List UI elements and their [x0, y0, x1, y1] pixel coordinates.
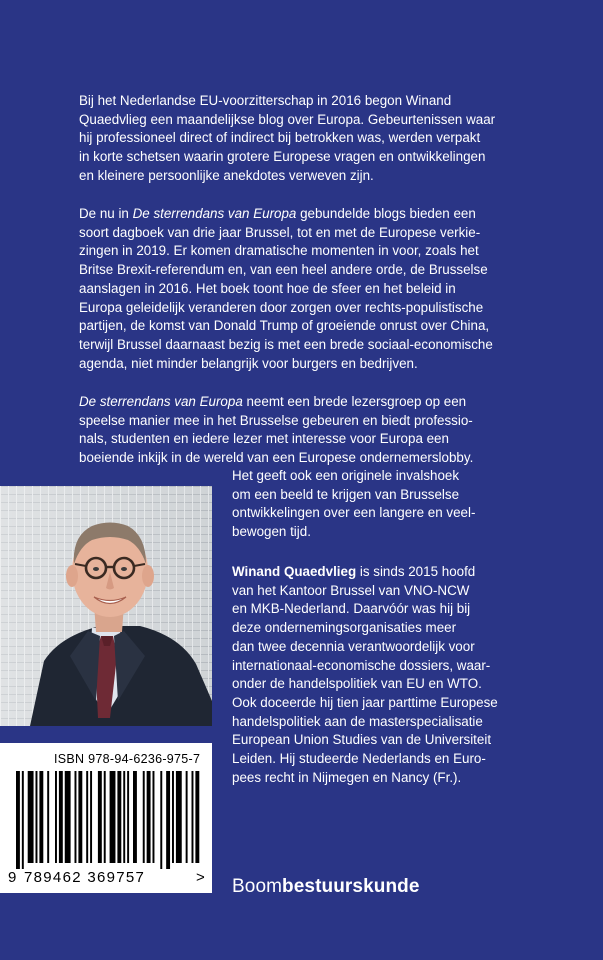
text-line: in korte schetsen waarin grotere Europese vragen en ontwikkelingen — [79, 149, 486, 165]
text-line: aanslagen in 2016. Het boek toont hoe de sfeer en het beleid in — [79, 280, 456, 296]
text-line — [79, 205, 539, 224]
barcode-bar — [127, 771, 129, 863]
text-line: handelspolitiek aan de masterspecialisatie — [232, 713, 483, 729]
blurb-paragraph-3 — [79, 393, 539, 468]
barcode-bar — [104, 771, 106, 863]
text-line: European Union Studies van de Universiteit — [232, 732, 492, 748]
isbn-number: ISBN 978-94-6236-975-7 — [54, 752, 201, 766]
text-segment: is sinds 2015 hoofd — [356, 564, 476, 579]
barcode-bar — [98, 771, 102, 863]
text-line: agenda, niet minder belangrijk voor burgers en bedrijven. — [79, 355, 418, 371]
text-line: om een beeld te krijgen van Brusselse — [232, 486, 460, 502]
barcode-bar — [160, 771, 162, 869]
text-line: Bij het Nederlandse EU-voorzitterschap in 2016 begon Winand — [79, 93, 452, 108]
text-line: soort dagboek van drie jaar Brussel, tot en met de Europese verkie- — [79, 224, 481, 240]
text-line: hij professioneel direct of indirect bij betrokken was, werden verpakt — [79, 130, 481, 146]
publisher-name-light: Boom — [232, 876, 283, 897]
barcode-bar — [16, 771, 20, 869]
text-line: Britse Brexit-referendum en, van een heel andere orde, de Brusselse — [79, 262, 488, 278]
text-line: deze ondernemingsorganisaties meer — [232, 620, 457, 636]
blurb-paragraph-4 — [232, 467, 562, 542]
text-line: zingen in 2019. Er komen dramatische momenten in voor, zoals het — [79, 243, 479, 259]
barcode-bar — [176, 771, 182, 863]
barcode-bar — [195, 771, 199, 863]
barcode-digits: 789462 369757 — [24, 869, 146, 886]
barcode-bar — [59, 771, 63, 863]
text-line: internationaal-economische dossiers, waar- — [232, 657, 491, 673]
text-segment: gebundelde blogs bieden een — [296, 206, 476, 221]
text-line: bewogen tijd. — [232, 524, 311, 540]
text-line — [232, 563, 562, 582]
text-line: Leiden. Hij studeerde Nederlands en Euro- — [232, 751, 486, 767]
barcode-bar — [172, 771, 174, 863]
text-line: onder de handelspolitiek van EU en WTO. — [232, 676, 482, 692]
barcode-bar — [143, 771, 145, 863]
barcode-bar — [36, 771, 38, 863]
barcode-bar — [133, 771, 137, 863]
author-name: Winand Quaedvlieg — [232, 564, 357, 579]
barcode-bars — [0, 771, 212, 871]
barcode-bar — [166, 771, 170, 869]
barcode-bar — [55, 771, 57, 863]
barcode-bar — [153, 771, 155, 863]
text-line: pees recht in Nijmegen en Nancy (Fr.). — [232, 769, 462, 785]
isbn-barcode — [0, 743, 212, 893]
book-title-italic: De sterrendans van Europa — [132, 206, 297, 221]
barcode-bar — [110, 771, 116, 863]
barcode-bar — [78, 771, 82, 863]
barcode-digit-first: 9 — [8, 869, 17, 886]
barcode-bar — [65, 771, 71, 863]
barcode-bar — [147, 771, 151, 863]
text-line: terwijl Brussel daarnaast bezig is met een brede sociaal-economische — [79, 336, 493, 352]
text-line: en kleinere persoonlijke anekdotes verweven zijn. — [79, 167, 374, 183]
text-line — [79, 393, 539, 412]
barcode-bar — [22, 771, 24, 869]
barcode-bar — [75, 771, 77, 863]
author-portrait-illustration — [0, 486, 212, 726]
barcode-bar — [186, 771, 188, 863]
text-line: ontwikkelingen over een langere en veel- — [232, 505, 476, 521]
text-segment: De nu in — [79, 206, 133, 221]
publisher-logo — [232, 876, 420, 898]
book-title-italic: De sterrendans van Europa — [79, 394, 243, 409]
text-line: partijen, de komst van Donald Trump of groeiende onrust over China, — [79, 318, 490, 334]
text-line: Quaedvlieg een maandelijkse blog over Europa. Gebeurtenissen waar — [79, 111, 496, 127]
text-line: Europa geleidelijk veranderen door zorgen over rechts-populistische — [79, 299, 484, 315]
publisher-name-bold: bestuurskunde — [282, 876, 420, 897]
author-photo — [0, 486, 212, 726]
barcode-bar — [90, 771, 92, 863]
barcode-bar — [117, 771, 121, 863]
text-line: dan twee decennia verantwoordelijk voor — [232, 638, 475, 654]
author-bio — [232, 563, 562, 787]
barcode-bar — [39, 771, 43, 863]
barcode-bar — [192, 771, 194, 863]
barcode-bar — [86, 771, 88, 863]
text-line: Ook doceerde hij tien jaar parttime Europese — [232, 694, 498, 710]
text-line: boeiende inkijk in de wereld van een Europese ondernemerslobby. — [79, 450, 474, 466]
blurb-paragraph-2 — [79, 205, 539, 373]
text-line: en MKB-Nederland. Daarvóór was hij bij — [232, 601, 471, 617]
text-line: van het Kantoor Brussel van VNO-NCW — [232, 582, 470, 598]
text-line: nals, studenten en iedere lezer met interesse voor Europa een — [79, 431, 449, 447]
barcode-bar — [28, 771, 34, 863]
text-line: Het geeft ook een originele invalshoek — [232, 468, 460, 483]
barcode-bar — [47, 771, 49, 863]
text-line: speelse manier mee in het Brusselse gebeuren en biedt professio- — [79, 412, 473, 428]
barcode-bar — [123, 771, 125, 863]
blurb-paragraph-1 — [79, 92, 539, 186]
text-segment: neemt een brede lezersgroep op een — [242, 394, 467, 409]
barcode-arrow: > — [196, 869, 205, 886]
